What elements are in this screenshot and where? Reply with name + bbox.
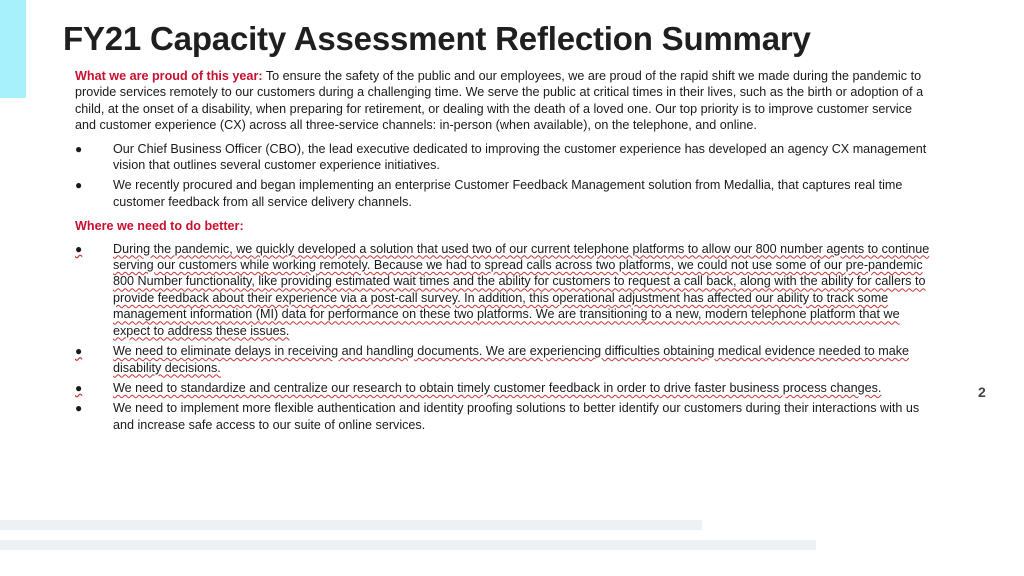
accent-bar	[0, 0, 26, 98]
proud-paragraph	[75, 68, 935, 134]
list-item	[75, 380, 935, 396]
footer-band	[0, 540, 816, 550]
list-item	[75, 400, 935, 433]
proud-text: To ensure the safety of the public and our employees, we are proud of the rapid shift we made during the pandemic to provide services remotely to our customers during a challenging time. We serve the public at critical times in their lives, such as the birth or adoption of a child, at the onset of a disability, when preparing for retirement, or dealing with the death of a loved one. Our top priority is to improve customer service and customer experience (CX) across all three-service channels: in-person (when available), on the telephone, and online.	[75, 69, 924, 133]
bullet-text: We need to eliminate delays in receiving and handling documents. We are experiencing difficulties obtaining medical evidence needed to make disability decisions.	[113, 344, 909, 375]
proud-label: What we are proud of this year:	[75, 69, 263, 83]
bullet-text: We need to standardize and centralize our research to obtain timely customer feedback in order to drive faster business process changes.	[113, 380, 882, 395]
bullet-text: We need to implement more flexible authentication and identity proofing solutions to better identify our customers during their interactions with us and increase safe access to our suite of online services.	[113, 401, 920, 432]
list-item	[75, 177, 935, 210]
bullet-icon: ●	[75, 241, 83, 256]
bullet-icon: ●	[75, 178, 83, 193]
bullet-icon: ●	[75, 380, 83, 395]
bullet-text: During the pandemic, we quickly developed a solution that used two of our current telephone platforms to allow our 800 number agents to continue serving our customers while working remotely. Because we had to spread calls across two platforms, we could not use some of our pre-pandemic 800 Number functionality, like providing estimated wait times and the ability for customers to request a call back, along with the ability for callers to provide feedback about their experience via a post-call survey. In addition, this operational adjustment has affected our ability to track some management information (MI) data for performance on these two platforms. We are transitioning to a new, modern telephone platform that we expect to address these issues.	[113, 241, 930, 338]
better-heading: Where we need to do better:	[75, 219, 244, 234]
proud-bullet-list	[75, 141, 935, 211]
bullet-icon: ●	[75, 401, 83, 416]
bullet-icon: ●	[75, 141, 83, 156]
slide-content	[75, 68, 935, 437]
footer-band	[0, 520, 702, 530]
page-number: 2	[978, 384, 986, 400]
list-item	[75, 141, 935, 174]
bullet-text: We recently procured and began implementing an enterprise Customer Feedback Management solution from Medallia, that captures real time customer feedback from all service delivery channels.	[113, 178, 903, 209]
bullet-icon: ●	[75, 344, 83, 359]
list-item	[75, 343, 935, 376]
slide-title: FY21 Capacity Assessment Reflection Summary	[63, 20, 811, 57]
list-item	[75, 241, 935, 339]
better-bullet-list	[75, 241, 935, 433]
bullet-text: Our Chief Business Officer (CBO), the lead executive dedicated to improving the customer experience has developed an agency CX management vision that outlines several customer experience initiatives.	[113, 141, 927, 173]
